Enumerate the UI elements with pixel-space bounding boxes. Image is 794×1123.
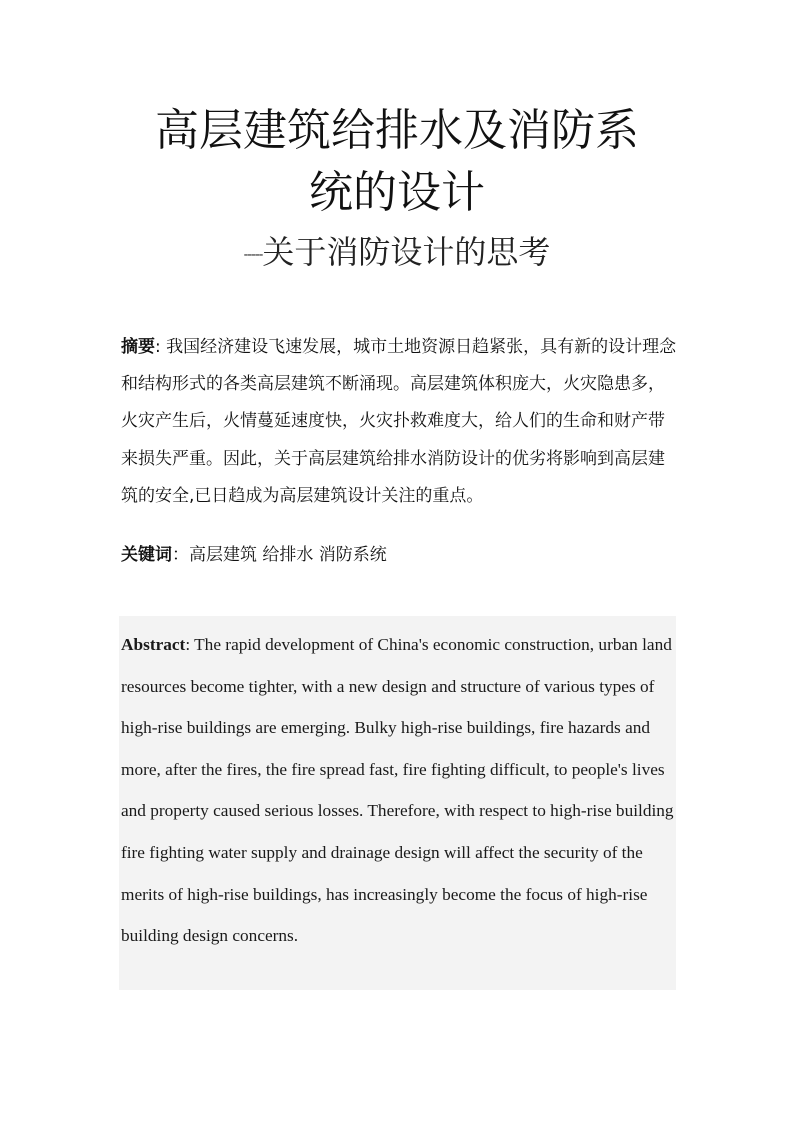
english-abstract-label: Abstract [121,635,186,654]
document-title-line-2: 统的设计 [309,167,485,218]
document-title-line-1: 高层建筑给排水及消防系 [155,105,639,156]
english-abstract-body: : The rapid development of China's economic construction, urban land resources become tighter, with a new design and structure of various types of high-rise buildings are emerging. Bulky high-rise buildings, fire hazards and more, after the fires, the fire spread fast, fire fighting difficult, to people's lives and property caused serious losses. Therefore, with respect to high-rise building fire fighting water supply and drainage design will affect the security of the merits of high-rise buildings, has increasingly become the focus of high-rise building design concerns. [121,635,674,946]
subtitle-dash: ----- [243,246,263,263]
chinese-abstract-body: : 我国经济建设飞速发展，城市土地资源日趋紧张，具有新的设计理念和结构形式的各类高层建筑不断涌现。高层建筑体积庞大，火灾隐患多，火灾产生后，火情蔓延速度快，火灾扑救难度大，给人们的生命和财产带来损失严重。因此，关于高层建筑给排水消防设计的优劣将影响到高层建筑的安全,已日趋成为高层建筑设计关注的重点。 [121,337,677,506]
chinese-abstract-label: 摘要 [121,337,155,357]
subtitle-text: 关于消防设计的思考 [262,233,551,271]
chinese-abstract [121,329,681,515]
keywords-body: ：高层建筑 给排水 消防系统 [172,545,387,565]
keywords [121,540,681,570]
english-abstract [121,624,674,957]
keywords-label: 关键词 [121,545,172,565]
document-subtitle [0,228,794,279]
